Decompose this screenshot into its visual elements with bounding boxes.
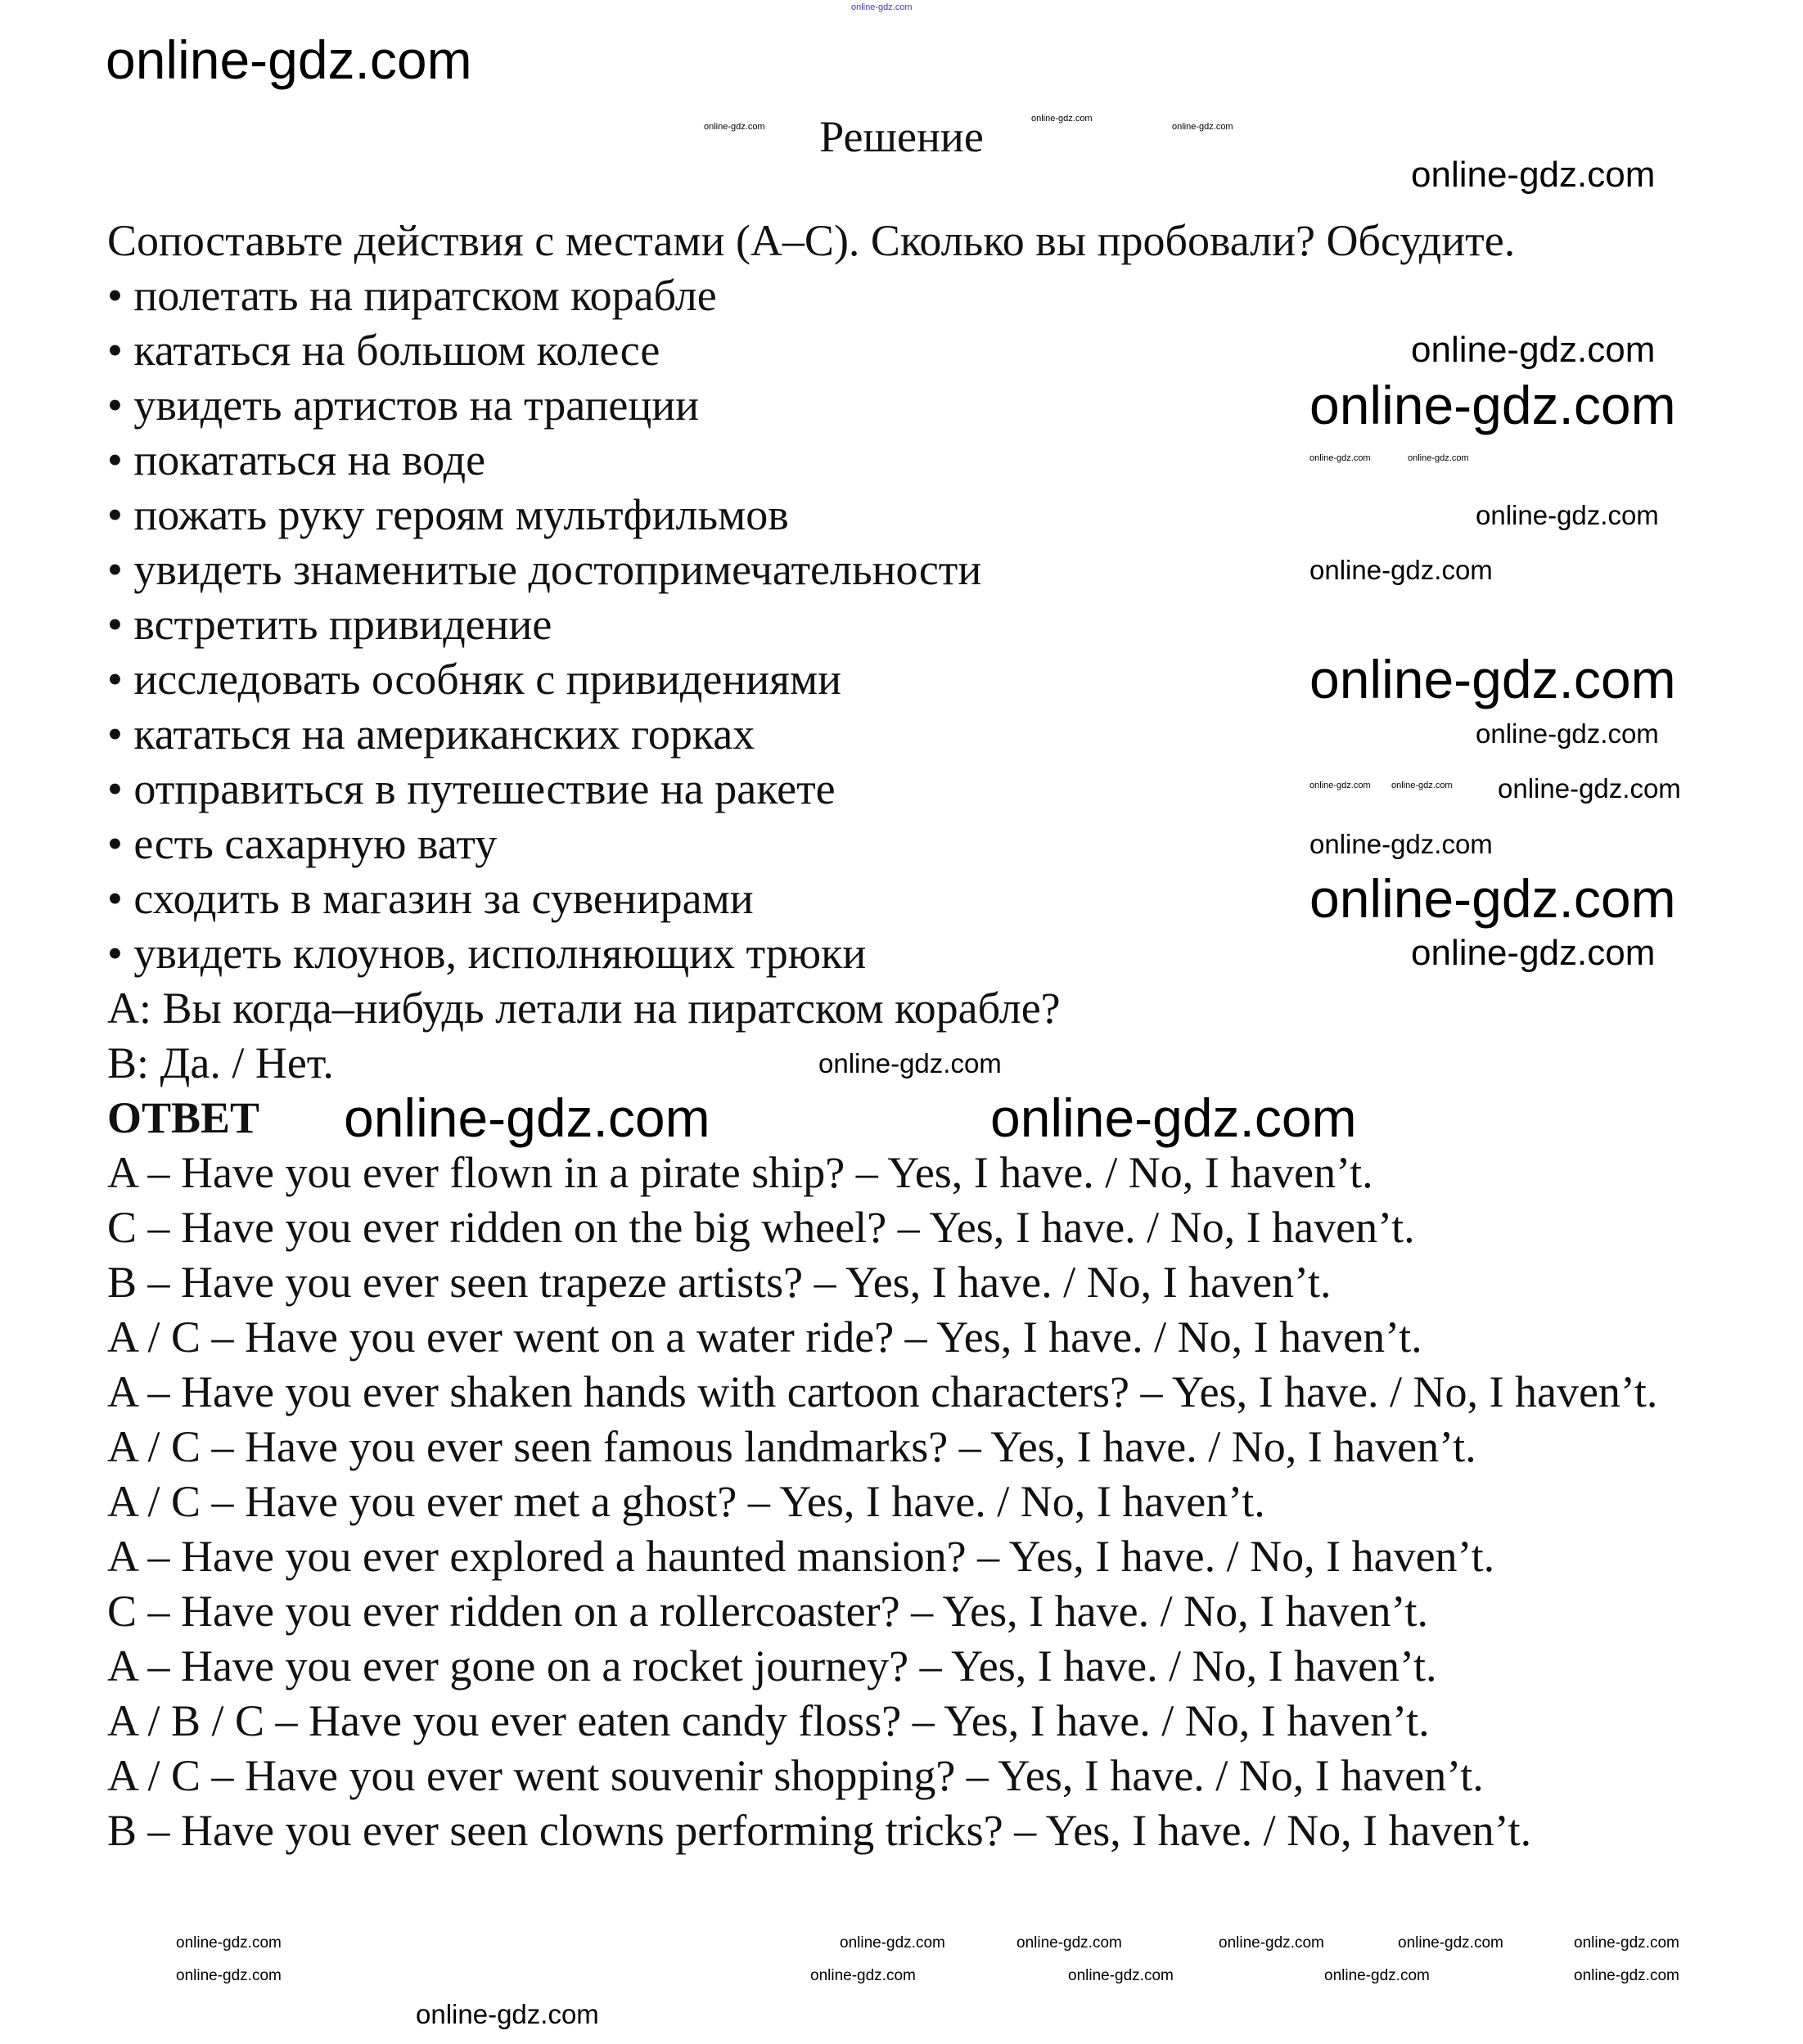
watermark: online-gdz.com <box>1309 453 1371 463</box>
list-item: • покататься на воде <box>107 435 486 484</box>
list-item: • увидеть артистов на трапеции <box>107 380 700 430</box>
watermark: online-gdz.com <box>1016 1934 1122 1952</box>
watermark: online-gdz.com <box>1476 500 1659 530</box>
watermark: online-gdz.com <box>1068 1967 1174 1984</box>
list-item: • есть сахарную вату <box>107 819 498 868</box>
watermark: online-gdz.com <box>1408 453 1469 463</box>
answer-line: A / C – Have you ever went on a water ride? – Yes, I have. / No, I haven’t. <box>107 1312 1422 1362</box>
watermark: online-gdz.com <box>1309 829 1493 859</box>
watermark: online-gdz.com <box>1031 114 1093 124</box>
watermark: online-gdz.com <box>1172 122 1233 132</box>
watermark: online-gdz.com <box>810 1967 916 1984</box>
watermark: online-gdz.com <box>1411 155 1656 195</box>
answer-line: A / B / C – Have you ever eaten candy floss? – Yes, I have. / No, I haven’t. <box>107 1696 1430 1745</box>
watermark: online-gdz.com <box>344 1087 710 1148</box>
list-item: • полетать на пиратском корабле <box>107 271 717 320</box>
watermark: online-gdz.com <box>176 1967 282 1984</box>
watermark: online-gdz.com <box>1219 1934 1324 1952</box>
document-body <box>107 214 1777 1858</box>
watermark: online-gdz.com <box>176 1934 282 1952</box>
answer-line: C – Have you ever ridden on a rollercoaster? – Yes, I have. / No, I haven’t. <box>107 1587 1429 1636</box>
answer-line: B – Have you ever seen clowns performing tricks? – Yes, I have. / No, I haven’t. <box>107 1806 1532 1855</box>
watermark: online-gdz.com <box>1498 773 1681 804</box>
answer-line: A / C – Have you ever met a ghost? – Yes, I have. / No, I haven’t. <box>107 1477 1265 1526</box>
answer-line: B – Have you ever seen trapeze artists? – Yes, I have. / No, I haven’t. <box>107 1258 1332 1307</box>
answer-line: A – Have you ever shaken hands with cartoon characters? – Yes, I have. / No, I haven’t. <box>107 1367 1658 1416</box>
watermark: online-gdz.com <box>990 1087 1357 1148</box>
list-item: • увидеть знаменитые достопримечательности <box>107 545 982 594</box>
list-item: • пожать руку героям мультфильмов <box>107 490 789 539</box>
list-item: • исследовать особняк с привидениями <box>107 655 842 704</box>
watermark: online-gdz.com <box>1309 781 1371 790</box>
watermark: online-gdz.com <box>840 1934 945 1952</box>
watermark: online-gdz.com <box>818 1048 1002 1078</box>
list-item: • сходить в магазин за сувенирами <box>107 874 754 923</box>
watermark: online-gdz.com <box>851 2 913 12</box>
list-item: • кататься на большом колесе <box>107 326 660 375</box>
answer-line: A – Have you ever gone on a rocket journey? – Yes, I have. / No, I haven’t. <box>107 1641 1437 1691</box>
list-item: • встретить привидение <box>107 600 552 649</box>
watermark: online-gdz.com <box>1324 1967 1430 1984</box>
list-item: • кататься на американских горках <box>107 709 755 759</box>
watermark: online-gdz.com <box>1391 781 1453 790</box>
answer-line: A / C – Have you ever went souvenir shopping? – Yes, I have. / No, I haven’t. <box>107 1751 1484 1800</box>
watermark: online-gdz.com <box>704 122 765 132</box>
watermark: online-gdz.com <box>1411 933 1656 973</box>
answer-line: A – Have you ever flown in a pirate ship? – Yes, I have. / No, I haven’t. <box>107 1148 1373 1197</box>
watermark: online-gdz.com <box>1574 1967 1679 1984</box>
list-item: • увидеть клоунов, исполняющих трюки <box>107 929 867 978</box>
page-title: Решение <box>819 112 984 161</box>
task-prompt: Сопоставьте действия с местами (А–С). Сколько вы пробовали? Обсудите. <box>107 216 1516 265</box>
answer-line: A – Have you ever explored a haunted mansion? – Yes, I have. / No, I haven’t. <box>107 1532 1495 1581</box>
watermark: online-gdz.com <box>1309 868 1676 929</box>
watermark: online-gdz.com <box>106 29 472 90</box>
watermark: online-gdz.com <box>1309 375 1676 435</box>
watermark: online-gdz.com <box>1476 718 1659 749</box>
answer-heading: ОТВЕТ <box>107 1093 260 1142</box>
dialogue-line: А: Вы когда–нибудь летали на пиратском корабле? <box>107 984 1061 1033</box>
watermark: online-gdz.com <box>1309 649 1676 709</box>
list-item: • отправиться в путешествие на ракете <box>107 764 836 813</box>
watermark: online-gdz.com <box>1574 1934 1679 1952</box>
watermark: online-gdz.com <box>1411 330 1656 370</box>
watermark: online-gdz.com <box>1309 555 1493 585</box>
answer-line: A / C – Have you ever seen famous landmarks? – Yes, I have. / No, I haven’t. <box>107 1422 1476 1471</box>
dialogue-line: В: Да. / Нет. <box>107 1038 334 1087</box>
answer-line: C – Have you ever ridden on the big wheel? – Yes, I have. / No, I haven’t. <box>107 1203 1415 1252</box>
watermark: online-gdz.com <box>416 1999 599 2029</box>
watermark: online-gdz.com <box>1398 1934 1503 1952</box>
